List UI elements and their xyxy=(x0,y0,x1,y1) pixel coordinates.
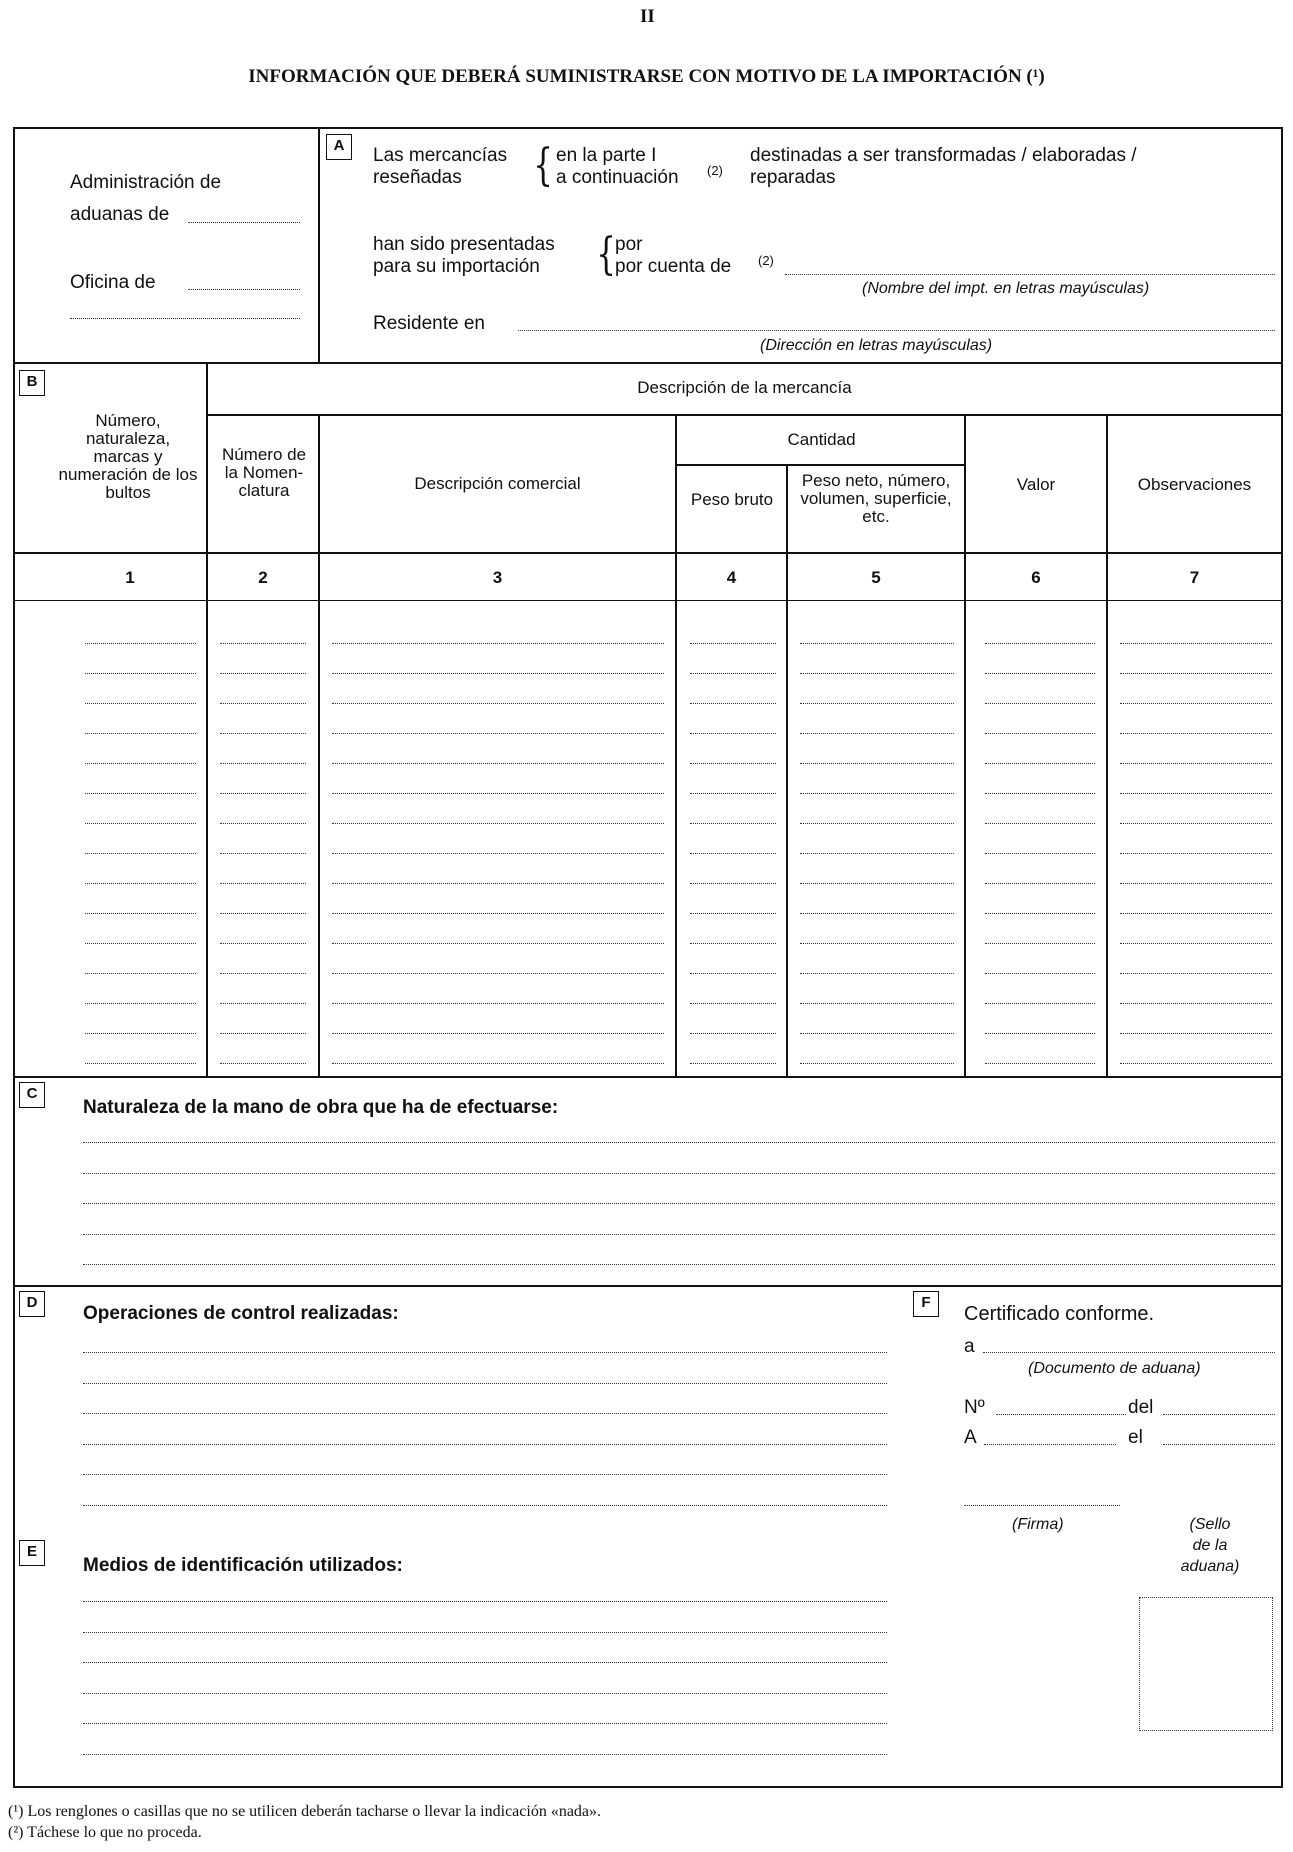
footnote-mark: (²) xyxy=(8,1824,24,1841)
section-c-tag: C xyxy=(19,1082,45,1108)
importer-name-field[interactable] xyxy=(785,274,1275,275)
by-label: por xyxy=(615,234,643,255)
column-divider xyxy=(786,464,788,1078)
presented-line-1: han sido presentadas xyxy=(373,234,555,255)
to-label: a xyxy=(964,1336,975,1357)
stamp-caption-3: aduana) xyxy=(1180,1558,1240,1575)
admin-label-1: Administración de xyxy=(70,172,222,193)
column-divider xyxy=(1106,414,1108,1078)
section-f-tag: F xyxy=(913,1291,939,1317)
divider-description-header xyxy=(206,414,1281,416)
at-label: A xyxy=(964,1427,977,1448)
section-b-tag: B xyxy=(19,370,45,396)
section-a-tag: A xyxy=(326,134,352,160)
column-number: 4 xyxy=(726,568,737,587)
office-field-extra[interactable] xyxy=(70,318,300,319)
description-header: Descripción de la mercancía xyxy=(637,378,852,397)
option-below: a continuación xyxy=(556,167,679,188)
divider-section-c xyxy=(13,1076,1281,1078)
quantity-header: Cantidad xyxy=(787,430,856,449)
divider-column-numbers xyxy=(13,600,1281,601)
column-number: 1 xyxy=(125,568,135,587)
resident-label: Residente en xyxy=(373,313,485,334)
brace-icon: { xyxy=(596,229,616,280)
admin-label-2: aduanas de xyxy=(70,204,170,225)
column-divider xyxy=(964,414,966,1078)
footnote-mark: (¹) xyxy=(8,1803,24,1820)
footnote-text: Táchese lo que no proceda. xyxy=(27,1824,202,1841)
footnote-ref-2: (2) xyxy=(758,253,774,268)
divider-top-area xyxy=(13,362,1281,364)
signature-caption: (Firma) xyxy=(1012,1516,1064,1533)
footnote-text: Los renglones o casillas que no se utilicen deberán tacharse o llevar la indicación «nada». xyxy=(27,1803,602,1820)
customs-stamp-box xyxy=(1139,1597,1273,1731)
of-date-field[interactable] xyxy=(1163,1414,1275,1415)
signature-field[interactable] xyxy=(964,1505,1120,1506)
remarks-header: Observaciones xyxy=(1137,475,1252,494)
divider-header-bottom xyxy=(13,552,1281,554)
commercial-description-header: Descripción comercial xyxy=(414,474,581,493)
presented-line-2: para su importación xyxy=(373,256,540,277)
column-number: 6 xyxy=(1031,568,1041,587)
goods-label-1: Las mercancías xyxy=(373,145,508,166)
column-number: 3 xyxy=(492,568,503,587)
importer-caption: (Nombre del impt. en letras mayúsculas) xyxy=(862,280,1150,297)
destination-line-1: destinadas a ser transformadas / elaboradas / xyxy=(750,145,1137,166)
brace-icon: { xyxy=(533,140,553,191)
stamp-caption-1: (Sello xyxy=(1189,1516,1231,1533)
customs-admin-field[interactable] xyxy=(188,222,300,223)
column-number: 7 xyxy=(1189,568,1200,587)
form-frame xyxy=(13,127,1283,1788)
value-header: Valor xyxy=(1016,475,1056,494)
divider-left-box xyxy=(318,127,320,364)
nomenclature-header: Número de la Nomen- clatura xyxy=(221,445,307,500)
footnote-2 xyxy=(8,1823,202,1843)
section-e-title: Medios de identificación utilizados: xyxy=(83,1555,403,1576)
office-label: Oficina de xyxy=(70,272,156,293)
stamp-caption-2: de la xyxy=(1192,1537,1228,1554)
document-caption: (Documento de aduana) xyxy=(1028,1360,1201,1377)
footnote-1 xyxy=(8,1802,601,1822)
divider-quantity-header xyxy=(677,464,966,466)
net-weight-header: Peso neto, número, volumen, superficie, etc. xyxy=(800,471,952,526)
date-field[interactable] xyxy=(1163,1444,1275,1445)
gross-weight-header: Peso bruto xyxy=(690,490,774,509)
column-divider xyxy=(675,414,677,1078)
option-part-one: en la parte I xyxy=(556,145,657,166)
divider-section-d xyxy=(13,1285,1281,1287)
goods-label-2: reseñadas xyxy=(373,167,462,188)
footnote-ref-2: (2) xyxy=(707,163,723,178)
of-label: del xyxy=(1128,1397,1154,1418)
section-c-title: Naturaleza de la mano de obra que ha de efectuarse: xyxy=(83,1097,559,1118)
section-d-title: Operaciones de control realizadas: xyxy=(83,1303,399,1324)
number-field[interactable] xyxy=(996,1414,1126,1415)
section-d-tag: D xyxy=(19,1291,45,1317)
document-field[interactable] xyxy=(983,1352,1275,1353)
place-field[interactable] xyxy=(984,1444,1116,1445)
on-label: el xyxy=(1128,1427,1143,1448)
column-divider xyxy=(206,362,208,1078)
certified-label: Certificado conforme. xyxy=(964,1303,1155,1325)
packages-header: Número, naturaleza, marcas y numeración de los bultos xyxy=(58,411,198,502)
page-roman-numeral: II xyxy=(640,6,655,27)
address-field[interactable] xyxy=(518,330,1275,331)
section-e-tag: E xyxy=(19,1540,45,1566)
destination-line-2: reparadas xyxy=(750,167,836,188)
address-caption: (Dirección en letras mayúsculas) xyxy=(760,337,993,354)
page-title: INFORMACIÓN QUE DEBERÁ SUMINISTRARSE CON MOTIVO DE LA IMPORTACIÓN (¹) xyxy=(248,66,1045,87)
office-field[interactable] xyxy=(188,289,300,290)
column-number: 5 xyxy=(871,568,881,587)
column-number: 2 xyxy=(258,568,268,587)
on-behalf-label: por cuenta de xyxy=(615,256,732,277)
number-label: Nº xyxy=(964,1397,985,1418)
column-divider xyxy=(318,414,320,1078)
